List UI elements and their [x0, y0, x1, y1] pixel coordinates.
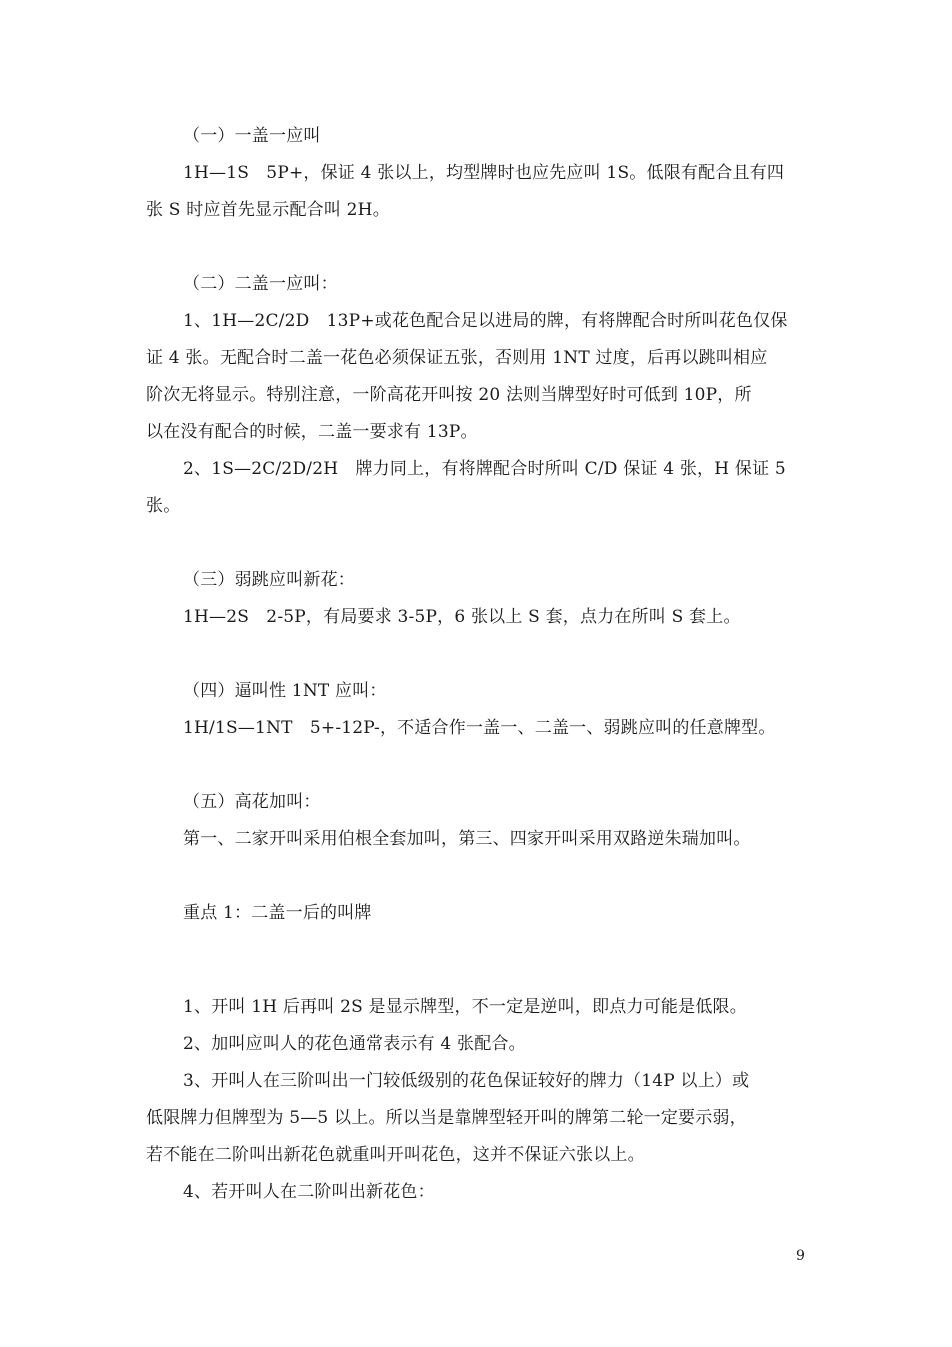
- section-heading-5: （五）高花加叫：: [183, 792, 321, 812]
- section-heading-2: （二）二盖一应叫：: [183, 274, 338, 294]
- spacer: [146, 932, 812, 969]
- paragraph-line: 张。: [146, 496, 181, 516]
- list-item: 3、开叫人在三阶叫出一门较低级别的花色保证较好的牌力（14P 以上）或: [183, 1071, 750, 1091]
- key-point-heading: 重点 1：二盖一后的叫牌: [183, 903, 372, 923]
- spacer: [146, 858, 812, 895]
- page-number: 9: [796, 1248, 805, 1264]
- paragraph-line: 张 S 时应首先显示配合叫 2H。: [146, 200, 390, 220]
- list-item-continuation: 若不能在二阶叫出新花色就重叫开叫花色，这并不保证六张以上。: [146, 1145, 645, 1165]
- list-item-continuation: 低限牌力但牌型为 5—5 以上。所以当是靠牌型轻开叫的牌第二轮一定要示弱，: [146, 1108, 747, 1128]
- list-item: 1、开叫 1H 后再叫 2S 是显示牌型，不一定是逆叫，即点力可能是低限。: [183, 997, 747, 1017]
- paragraph-line: 1、1H—2C/2D 13P+或花色配合足以进局的牌，有将牌配合时所叫花色仅保: [183, 311, 788, 331]
- section-heading-4: （四）逼叫性 1NT 应叫：: [183, 681, 387, 701]
- section-heading-1: （一）一盖一应叫: [183, 126, 321, 146]
- paragraph-line: 2、1S—2C/2D/2H 牌力同上，有将牌配合时所叫 C/D 保证 4 张，H 保证 5: [183, 459, 786, 479]
- paragraph-line: 1H—1S 5P+，保证 4 张以上，均型牌时也应先应叫 1S。低限有配合且有四: [183, 163, 785, 183]
- spacer: [146, 525, 812, 562]
- paragraph-line: 1H—2S 2-5P，有局要求 3-5P，6 张以上 S 套，点力在所叫 S 套上。: [183, 607, 741, 627]
- spacer: [146, 969, 812, 989]
- paragraph-line: 第一、二家开叫采用伯根全套加叫，第三、四家开叫采用双路逆朱瑞加叫。: [183, 829, 751, 849]
- spacer: [146, 229, 812, 266]
- paragraph-line: 以在没有配合的时候，二盖一要求有 13P。: [146, 422, 478, 442]
- list-item: 2、加叫应叫人的花色通常表示有 4 张配合。: [183, 1034, 526, 1054]
- list-item: 4、若开叫人在二阶叫出新花色：: [183, 1182, 435, 1202]
- paragraph-line: 阶次无将显示。特别注意，一阶高花开叫按 20 法则当牌型好时可低到 10P，所: [146, 385, 752, 405]
- page-content: [146, 118, 812, 1211]
- spacer: [146, 747, 812, 784]
- section-heading-3: （三）弱跳应叫新花：: [183, 570, 355, 590]
- paragraph-line: 证 4 张。无配合时二盖一花色必须保证五张，否则用 1NT 过度，后再以跳叫相应: [146, 348, 768, 368]
- spacer: [146, 636, 812, 673]
- paragraph-line: 1H/1S—1NT 5+-12P-，不适合作一盖一、二盖一、弱跳应叫的任意牌型。: [183, 718, 776, 738]
